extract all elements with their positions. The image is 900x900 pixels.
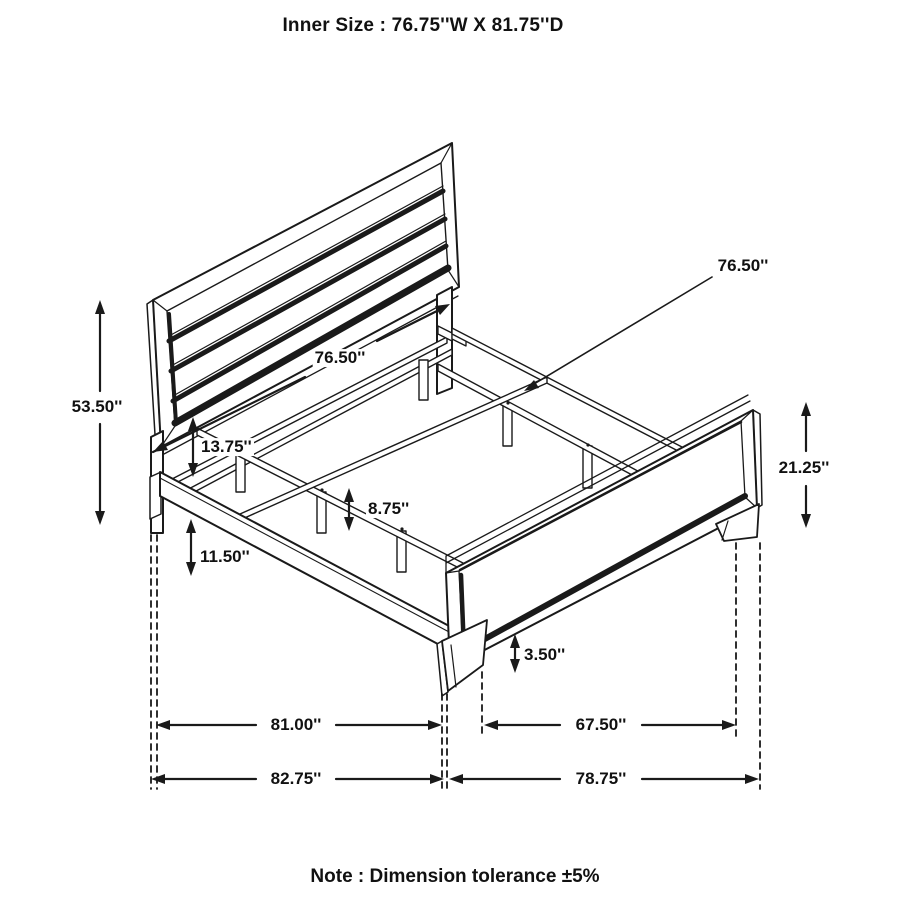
footboard-panel-front xyxy=(446,410,757,668)
label-overall-width: 78.75'' xyxy=(575,769,627,789)
label-slat-length: 76.50'' xyxy=(717,256,769,276)
dim-slat-leader xyxy=(524,277,712,391)
label-footboard-inner: 67.50'' xyxy=(575,715,627,735)
tolerance-note: Note : Dimension tolerance ±5% xyxy=(310,866,600,887)
label-headboard-height: 53.50'' xyxy=(71,397,123,417)
label-inner-length: 81.00'' xyxy=(270,715,322,735)
label-panel-gap: 13.75'' xyxy=(201,437,252,457)
label-headboard-width: 76.50'' xyxy=(314,348,366,368)
dim-foot-leg xyxy=(510,634,520,673)
page-title: Inner Size : 76.75''W X 81.75''D xyxy=(282,15,564,36)
label-rail-floor: 11.50'' xyxy=(200,547,250,567)
label-overall-length: 82.75'' xyxy=(270,769,322,789)
label-footboard-height: 21.25'' xyxy=(778,458,830,478)
label-foot-leg: 3.50'' xyxy=(524,645,566,665)
label-support-leg: 8.75'' xyxy=(368,499,410,519)
footboard xyxy=(437,395,762,696)
dim-rail-floor xyxy=(186,519,196,576)
